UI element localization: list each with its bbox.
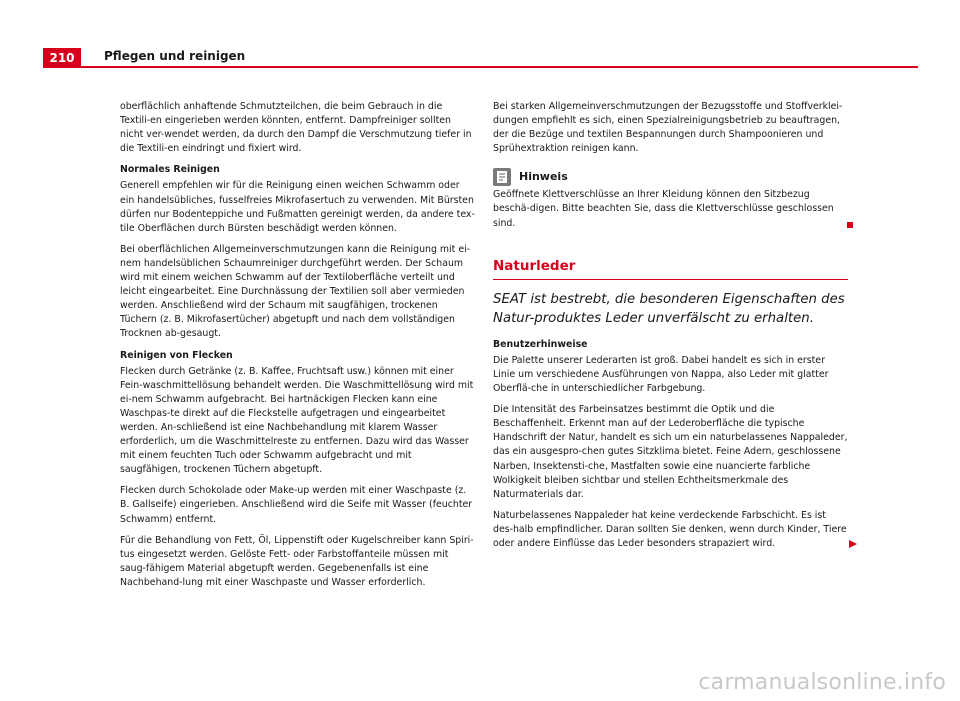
continue-arrow-icon [848,539,858,549]
note-title: Hinweis [519,170,568,184]
last-paragraph-wrap [493,509,848,551]
note-text: Geöffnete Klettverschlüsse an Ihrer Kleidung können den Sitzbezug beschä-digen. Bitte beachten Sie, dass die Klettverschlüsse geschlossen sind. [493,189,834,229]
page-header [0,0,960,70]
section-end-marker [847,222,853,228]
paragraph: Bei oberflächlichen Allgemeinverschmutzungen kann die Reinigung mit ei-nem handelsüblichen Schaumreiniger durchgeführt werden. Der Schaum wird mit einem weichen Schwamm auf der Textiloberfläche verteilt und leicht eingearbeitet. Eine Durchnässung der Textilien soll aber vermieden werden. Anschließend wird der Schaum mit saugfähigen, trockenen Tüchern (z. B. Mikrofasertücher) abgetupft und nach dem vollständigen Trocknen ab-gesaugt. [120,243,471,340]
page-number: 210 [43,48,81,68]
paragraph: Die Intensität des Farbeinsatzes bestimmt die Optik und die Beschaffenheit. Erkennt man auf der Lederoberfläche die typische Handschrift der Natur, handelt es sich um ein naturbelassenes Nappaleder, das ein ausgespro-chen gutes Sitzklima bietet. Feine Adern, geschlossene Narben, Insektensti-che, Mastfalten sowie eine nuancierte farbliche Wolkigkeit bleiben sichtbar und stellen Echtheitsmerkmale des Naturmaterials dar. [493,404,848,500]
paragraph: Bei starken Allgemeinverschmutzungen der Bezugsstoffe und Stoffverklei-dungen empfiehlt es sich, einen Spezialreinigungsbetrieb zu beauftragen, der die Bezüge und textilen Bespannungen durch Shampoonieren und Sprühextraktion reinigen kann. [493,101,843,155]
paragraph: oberflächlich anhaftende Schmutzteilchen, die beim Gebrauch in die Textili-en eingerieben werden könnten, entfernt. Dampfreiniger sollten nicht ver-wendet werden, da durch den Dampf die Verschmutzung tiefer in die Textili-en eindringt und fixiert wird. [120,101,472,155]
paragraph: Naturbelassenes Nappaleder hat keine verdeckende Farbschicht. Es ist des-halb empfindlicher. Daran sollten Sie denken, wenn durch Kinder, Tiere oder andere Einflüsse das Leder besonders strapaziert wird. [493,509,847,549]
note-header [493,168,848,186]
right-column [493,100,848,551]
section-lead: SEAT ist bestrebt, die besonderen Eigenschaften des Natur-produktes Leder unverfälscht zu erhalten. [493,291,845,326]
subheading-user-notes: Benutzerhinweise [493,338,588,350]
paragraph: Flecken durch Schokolade oder Make-up werden mit einer Waschpaste (z. B. Gallseife) eingerieben. Anschließend wird die Seife mit Wasser (feuchter Schwamm) entfernt. [120,485,473,525]
paragraph: Flecken durch Getränke (z. B. Kaffee, Fruchtsaft usw.) können mit einer Fein-waschmittellösung behandelt werden. Die Waschmittellösung wird mit ei-nem Schwamm aufgebracht. Bei hartnäckigen Flecken kann eine Waschpas-te direkt auf die Fleckstelle aufgetragen und eingearbeitet werden. An-schließend ist eine Nachbehandlung mit klarem Wasser erforderlich, um die Waschmittelreste zu entfernen. Dazu wird das Wasser mit einem feuchten Tuch oder Schwamm aufgebracht und mit saugfähigen, trockenen Tüchern abgetupft. [120,365,474,476]
info-note-icon [493,168,511,186]
subheading-normal-cleaning: Normales Reinigen [120,164,220,176]
watermark: carmanualsonline.info [698,670,946,695]
header-divider [43,66,918,68]
note-box [493,168,848,230]
paragraph: Die Palette unserer Lederarten ist groß. Dabei handelt es sich in erster Linie um verschiedene Ausführungen von Nappa, also Leder mit glatter Oberflä-che in unterschiedlicher Farbgebung. [493,354,829,395]
section-title-naturleder: Naturleder [493,259,848,280]
page-title: Pflegen und reinigen [104,49,246,63]
paragraph: Generell empfehlen wir für die Reinigung einen weichen Schwamm oder ein handelsübliches, fusselfreies Mikrofasertuch zu verwenden. Mit Bürsten dürfen nur Bodenteppiche und Fußmatten gereinigt werden, da andere tex-tile Oberflächen durch Bürsten beschädigt werden können. [120,180,475,234]
left-column [120,100,475,597]
paragraph: Für die Behandlung von Fett, Öl, Lippenstift oder Kugelschreiber kann Spiri-tus eingesetzt werden. Gelöste Fett- oder Farbstoffanteile müssen mit saug-fähigem Material abgetupft werden. Gegebenenfalls ist eine Nachbehand-lung mit einer Waschpaste und Wasser erforderlich. [120,534,474,588]
subheading-stain-cleaning: Reinigen von Flecken [120,349,233,361]
